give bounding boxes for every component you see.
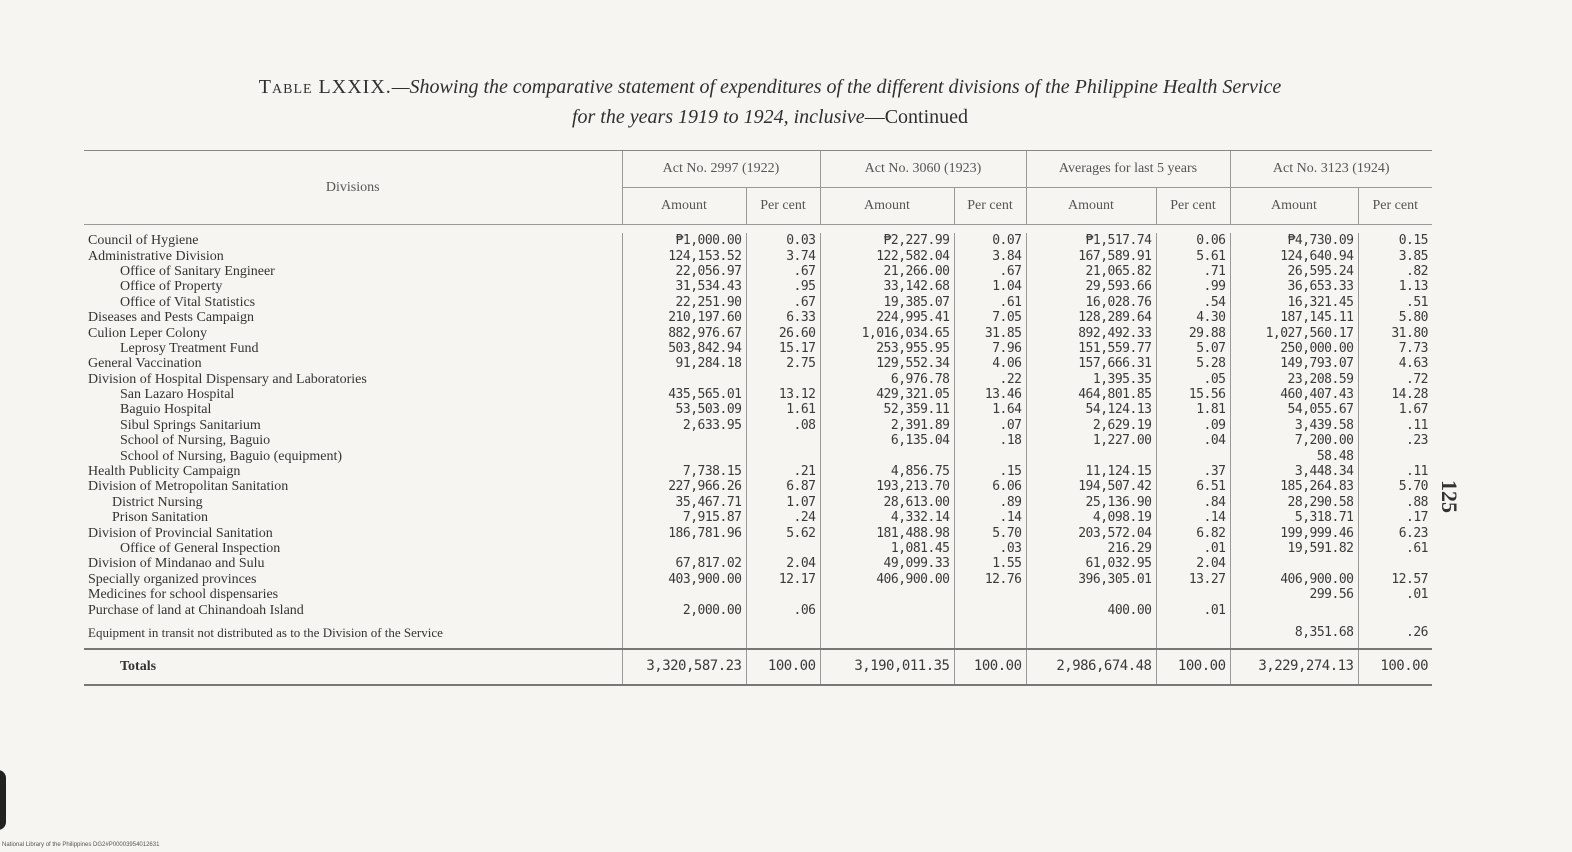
table-row <box>84 295 1432 310</box>
amount-cell: 2,391.89 <box>820 418 954 433</box>
table-row <box>84 248 1432 263</box>
amount-header: Amount <box>1026 188 1156 225</box>
percent-cell: 15.17 <box>746 341 820 356</box>
amount-cell: 91,284.18 <box>622 356 746 371</box>
amount-cell: 403,900.00 <box>622 572 746 587</box>
division-label: School of Nursing, Baguio (equipment) <box>120 448 343 464</box>
percent-cell: 13.27 <box>1156 572 1230 587</box>
percent-cell: .08 <box>746 418 820 433</box>
percent-cell: 100.00 <box>746 649 820 685</box>
amount-cell: 1,227.00 <box>1026 433 1156 448</box>
percent-cell: .01 <box>1156 541 1230 556</box>
amount-cell: 22,251.90 <box>622 295 746 310</box>
percent-cell <box>1156 587 1230 602</box>
percent-cell: .99 <box>1156 279 1230 294</box>
percent-cell: .11 <box>1358 418 1432 433</box>
division-label: Prison Sanitation <box>112 510 209 526</box>
percent-cell <box>746 372 820 387</box>
percent-header: Per cent <box>954 188 1026 225</box>
percent-cell: 1.64 <box>954 402 1026 417</box>
division-label: Leprosy Treatment Fund <box>120 340 259 356</box>
table-row <box>84 541 1432 556</box>
table-row <box>84 387 1432 402</box>
amount-cell: 435,565.01 <box>622 387 746 402</box>
amount-cell: 7,200.00 <box>1230 433 1358 448</box>
percent-cell: 2.75 <box>746 356 820 371</box>
division-label: Baguio Hospital <box>120 402 212 418</box>
amount-cell: 19,385.07 <box>820 295 954 310</box>
amount-cell: 19,591.82 <box>1230 541 1358 556</box>
amount-cell: 129,552.34 <box>820 356 954 371</box>
percent-cell: 0.03 <box>746 233 820 248</box>
amount-cell: 892,492.33 <box>1026 325 1156 340</box>
percent-cell: 4.30 <box>1156 310 1230 325</box>
amount-cell: 3,190,011.35 <box>820 649 954 685</box>
amount-cell <box>622 587 746 602</box>
table-row <box>84 556 1432 571</box>
percent-cell: .23 <box>1358 433 1432 448</box>
title-years: for the years 1919 to 1924, inclusive <box>571 106 865 128</box>
percent-cell <box>954 448 1026 463</box>
division-label: Diseases and Pests Campaign <box>88 310 255 326</box>
percent-cell: .05 <box>1156 372 1230 387</box>
amount-cell: 882,976.67 <box>622 325 746 340</box>
amount-cell: 35,467.71 <box>622 495 746 510</box>
percent-cell: 100.00 <box>1358 649 1432 685</box>
percent-cell: 0.15 <box>1358 233 1432 248</box>
amount-cell: 25,136.90 <box>1026 495 1156 510</box>
division-label: Administrative Division <box>88 248 224 264</box>
percent-cell: 6.33 <box>746 310 820 325</box>
percent-cell: 1.61 <box>746 402 820 417</box>
amount-cell: 7,738.15 <box>622 464 746 479</box>
amount-cell: 464,801.85 <box>1026 387 1156 402</box>
amount-cell: 4,098.19 <box>1026 510 1156 525</box>
percent-cell: 100.00 <box>954 649 1026 685</box>
scan-credit: National Library of the Philippines DG2#P00003954012631 <box>2 842 160 848</box>
amount-cell: 5,318.71 <box>1230 510 1358 525</box>
percent-cell: 1.13 <box>1358 279 1432 294</box>
amount-cell: 58.48 <box>1230 448 1358 463</box>
amount-cell: ₱2,227.99 <box>820 233 954 248</box>
table-row <box>84 479 1432 494</box>
amount-cell: 6,976.78 <box>820 372 954 387</box>
amount-cell: 23,208.59 <box>1230 372 1358 387</box>
percent-cell <box>1358 448 1432 463</box>
amount-cell: 210,197.60 <box>622 310 746 325</box>
percent-cell: 12.17 <box>746 572 820 587</box>
amount-cell: 4,856.75 <box>820 464 954 479</box>
table-row <box>84 433 1432 448</box>
table-row <box>84 448 1432 463</box>
amount-cell: 6,135.04 <box>820 433 954 448</box>
amount-cell <box>1230 602 1358 617</box>
division-label: Sibul Springs Sanitarium <box>120 417 261 433</box>
amount-cell: 187,145.11 <box>1230 310 1358 325</box>
page-edge-shadow <box>0 770 6 830</box>
division-label: Office of Vital Statistics <box>120 294 256 310</box>
table-row <box>84 525 1432 540</box>
amount-cell: 11,124.15 <box>1026 464 1156 479</box>
amount-cell: 52,359.11 <box>820 402 954 417</box>
amount-cell: 157,666.31 <box>1026 356 1156 371</box>
percent-cell: 5.28 <box>1156 356 1230 371</box>
table-body <box>84 225 1432 685</box>
percent-cell: 5.62 <box>746 525 820 540</box>
table-title <box>90 72 1450 132</box>
amount-cell: 203,572.04 <box>1026 525 1156 540</box>
percent-cell: 1.81 <box>1156 402 1230 417</box>
table-row <box>84 464 1432 479</box>
amount-cell: 151,559.77 <box>1026 341 1156 356</box>
division-label: Culion Leper Colony <box>88 325 207 341</box>
amount-cell: 227,966.26 <box>622 479 746 494</box>
percent-cell: .26 <box>1358 618 1432 649</box>
amount-cell: 149,793.07 <box>1230 356 1358 371</box>
amount-cell <box>820 587 954 602</box>
percent-cell: 6.23 <box>1358 525 1432 540</box>
percent-cell: 5.70 <box>1358 479 1432 494</box>
divisions-header: Divisions <box>84 151 622 225</box>
percent-cell: 1.04 <box>954 279 1026 294</box>
amount-cell: 181,488.98 <box>820 525 954 540</box>
percent-cell: 31.80 <box>1358 325 1432 340</box>
percent-cell <box>746 587 820 602</box>
amount-cell: 186,781.96 <box>622 525 746 540</box>
amount-cell: 216.29 <box>1026 541 1156 556</box>
percent-cell: 5.07 <box>1156 341 1230 356</box>
percent-cell: 2.04 <box>1156 556 1230 571</box>
percent-cell: .01 <box>1358 587 1432 602</box>
amount-cell: 253,955.95 <box>820 341 954 356</box>
percent-cell <box>954 618 1026 649</box>
percent-cell: .61 <box>954 295 1026 310</box>
table-row <box>84 602 1432 617</box>
table-row <box>84 495 1432 510</box>
percent-header: Per cent <box>1358 188 1432 225</box>
percent-cell: .72 <box>1358 372 1432 387</box>
amount-cell: 61,032.95 <box>1026 556 1156 571</box>
amount-cell: 199,999.46 <box>1230 525 1358 540</box>
percent-cell: 13.12 <box>746 387 820 402</box>
amount-cell: 396,305.01 <box>1026 572 1156 587</box>
amount-cell: 400.00 <box>1026 602 1156 617</box>
expenditure-table <box>84 150 1432 686</box>
percent-cell: .51 <box>1358 295 1432 310</box>
percent-cell: 0.07 <box>954 233 1026 248</box>
amount-cell: 31,534.43 <box>622 279 746 294</box>
table-row <box>84 325 1432 340</box>
percent-cell: .82 <box>1358 264 1432 279</box>
percent-cell <box>954 587 1026 602</box>
amount-cell <box>622 618 746 649</box>
amount-cell <box>820 602 954 617</box>
percent-cell: 4.63 <box>1358 356 1432 371</box>
percent-cell <box>746 448 820 463</box>
amount-cell: 124,640.94 <box>1230 248 1358 263</box>
percent-cell: 6.51 <box>1156 479 1230 494</box>
amount-cell: 54,055.67 <box>1230 402 1358 417</box>
percent-cell: .18 <box>954 433 1026 448</box>
division-label: Division of Metropolitan Sanitation <box>88 479 289 495</box>
percent-cell: 7.05 <box>954 310 1026 325</box>
amount-cell: 4,332.14 <box>820 510 954 525</box>
percent-cell: .84 <box>1156 495 1230 510</box>
division-label: District Nursing <box>112 494 203 510</box>
percent-cell: .15 <box>954 464 1026 479</box>
amount-cell: 1,081.45 <box>820 541 954 556</box>
title-continued: —Continued <box>864 106 969 128</box>
percent-cell: .14 <box>954 510 1026 525</box>
percent-cell: .22 <box>954 372 1026 387</box>
percent-cell: 2.04 <box>746 556 820 571</box>
title-description: —Showing the comparative statement of expenditures of the different divisions of the Philippine Health Service <box>391 76 1282 98</box>
group-header-1923: Act No. 3060 (1923) <box>820 151 1026 188</box>
amount-cell: 3,448.34 <box>1230 464 1358 479</box>
percent-cell: 1.55 <box>954 556 1026 571</box>
table-row <box>84 418 1432 433</box>
amount-header: Amount <box>622 188 746 225</box>
percent-cell: 3.74 <box>746 248 820 263</box>
percent-cell: 31.85 <box>954 325 1026 340</box>
percent-cell: .21 <box>746 464 820 479</box>
percent-cell: .17 <box>1358 510 1432 525</box>
amount-cell: 3,320,587.23 <box>622 649 746 685</box>
division-label: Purchase of land at Chinandoah Island <box>88 602 304 618</box>
amount-cell: 167,589.91 <box>1026 248 1156 263</box>
amount-cell: 460,407.43 <box>1230 387 1358 402</box>
group-header-1924: Act No. 3123 (1924) <box>1230 151 1432 188</box>
amount-cell <box>622 448 746 463</box>
percent-cell: .04 <box>1156 433 1230 448</box>
table-row <box>84 264 1432 279</box>
amount-cell: 28,613.00 <box>820 495 954 510</box>
percent-cell: 6.82 <box>1156 525 1230 540</box>
division-label: Division of Provincial Sanitation <box>88 525 273 541</box>
percent-cell <box>954 602 1026 617</box>
amount-cell: 2,000.00 <box>622 602 746 617</box>
percent-cell <box>746 433 820 448</box>
percent-cell <box>1358 556 1432 571</box>
amount-cell <box>820 448 954 463</box>
group-header-1922: Act No. 2997 (1922) <box>622 151 820 188</box>
amount-cell <box>1026 448 1156 463</box>
division-label: Specially organized provinces <box>88 571 257 587</box>
division-label: General Vaccination <box>88 356 202 372</box>
amount-cell: 33,142.68 <box>820 279 954 294</box>
percent-cell: .11 <box>1358 464 1432 479</box>
table-row <box>84 587 1432 602</box>
amount-cell: 2,633.95 <box>622 418 746 433</box>
percent-cell: 5.61 <box>1156 248 1230 263</box>
amount-cell: 1,016,034.65 <box>820 325 954 340</box>
percent-cell: 13.46 <box>954 387 1026 402</box>
amount-cell: 124,153.52 <box>622 248 746 263</box>
amount-cell: 29,593.66 <box>1026 279 1156 294</box>
amount-cell: 36,653.33 <box>1230 279 1358 294</box>
percent-cell: 6.06 <box>954 479 1026 494</box>
amount-cell: 193,213.70 <box>820 479 954 494</box>
amount-cell: 128,289.64 <box>1026 310 1156 325</box>
percent-cell: 6.87 <box>746 479 820 494</box>
percent-cell: 12.76 <box>954 572 1026 587</box>
table-row <box>84 618 1432 649</box>
amount-cell: 26,595.24 <box>1230 264 1358 279</box>
division-label: Office of Property <box>120 279 223 295</box>
amount-cell: 21,266.00 <box>820 264 954 279</box>
amount-cell: 16,321.45 <box>1230 295 1358 310</box>
percent-cell <box>1156 618 1230 649</box>
amount-cell <box>1026 587 1156 602</box>
percent-cell <box>746 541 820 556</box>
amount-cell <box>622 541 746 556</box>
amount-cell: 194,507.42 <box>1026 479 1156 494</box>
table-row <box>84 233 1432 248</box>
percent-header: Per cent <box>1156 188 1230 225</box>
percent-cell: 26.60 <box>746 325 820 340</box>
amount-cell: 1,395.35 <box>1026 372 1156 387</box>
division-label: Division of Mindanao and Sulu <box>88 556 265 572</box>
amount-cell <box>622 433 746 448</box>
percent-header: Per cent <box>746 188 820 225</box>
percent-cell: 12.57 <box>1358 572 1432 587</box>
amount-cell: 122,582.04 <box>820 248 954 263</box>
percent-cell: 4.06 <box>954 356 1026 371</box>
amount-cell: 8,351.68 <box>1230 618 1358 649</box>
amount-cell: 406,900.00 <box>1230 572 1358 587</box>
amount-cell: 429,321.05 <box>820 387 954 402</box>
totals-row <box>84 649 1432 685</box>
amount-cell: 250,000.00 <box>1230 341 1358 356</box>
table-row <box>84 341 1432 356</box>
amount-cell <box>622 372 746 387</box>
division-label: Equipment in transit not distributed as to the Division of the Service <box>88 624 443 640</box>
amount-cell: 49,099.33 <box>820 556 954 571</box>
amount-cell <box>1230 556 1358 571</box>
amount-cell: 406,900.00 <box>820 572 954 587</box>
division-label: Totals <box>84 649 622 685</box>
percent-cell: 1.07 <box>746 495 820 510</box>
spacer-row <box>84 225 1432 234</box>
percent-cell: 14.28 <box>1358 387 1432 402</box>
percent-cell <box>1358 602 1432 617</box>
table-row <box>84 372 1432 387</box>
percent-cell: 0.06 <box>1156 233 1230 248</box>
table-row <box>84 510 1432 525</box>
percent-cell <box>746 618 820 649</box>
percent-cell: .89 <box>954 495 1026 510</box>
percent-cell: .54 <box>1156 295 1230 310</box>
amount-cell: 3,229,274.13 <box>1230 649 1358 685</box>
amount-cell: 2,629.19 <box>1026 418 1156 433</box>
table-row <box>84 310 1432 325</box>
division-label: Health Publicity Campaign <box>88 464 241 480</box>
division-label: Medicines for school dispensaries <box>88 587 279 603</box>
table-row <box>84 402 1432 417</box>
percent-cell: .14 <box>1156 510 1230 525</box>
percent-cell: .67 <box>746 295 820 310</box>
amount-cell: 7,915.87 <box>622 510 746 525</box>
amount-cell: 185,264.83 <box>1230 479 1358 494</box>
percent-cell: .71 <box>1156 264 1230 279</box>
amount-header: Amount <box>820 188 954 225</box>
amount-cell: ₱4,730.09 <box>1230 233 1358 248</box>
amount-cell: 22,056.97 <box>622 264 746 279</box>
percent-cell: 7.96 <box>954 341 1026 356</box>
amount-cell: 28,290.58 <box>1230 495 1358 510</box>
amount-cell: 3,439.58 <box>1230 418 1358 433</box>
division-label: School of Nursing, Baguio <box>120 433 271 449</box>
percent-cell: .06 <box>746 602 820 617</box>
amount-cell: ₱1,517.74 <box>1026 233 1156 248</box>
page-number: 125 <box>1437 480 1462 513</box>
table-row <box>84 572 1432 587</box>
percent-cell: 3.85 <box>1358 248 1432 263</box>
percent-cell: 5.80 <box>1358 310 1432 325</box>
division-label: Council of Hygiene <box>88 233 199 249</box>
percent-cell: 29.88 <box>1156 325 1230 340</box>
percent-cell: 3.84 <box>954 248 1026 263</box>
percent-cell: 1.67 <box>1358 402 1432 417</box>
amount-cell: 67,817.02 <box>622 556 746 571</box>
percent-cell: .03 <box>954 541 1026 556</box>
percent-cell: .37 <box>1156 464 1230 479</box>
division-label: San Lazaro Hospital <box>120 387 235 403</box>
percent-cell: 7.73 <box>1358 341 1432 356</box>
table-number: Table LXXIX. <box>258 76 392 98</box>
percent-cell: .07 <box>954 418 1026 433</box>
percent-cell <box>1156 448 1230 463</box>
amount-cell: 224,995.41 <box>820 310 954 325</box>
percent-cell: .01 <box>1156 602 1230 617</box>
amount-cell: 503,842.94 <box>622 341 746 356</box>
division-label: Office of Sanitary Engineer <box>120 263 275 279</box>
table-row <box>84 279 1432 294</box>
amount-cell: 2,986,674.48 <box>1026 649 1156 685</box>
amount-cell <box>1026 618 1156 649</box>
group-header-averages: Averages for last 5 years <box>1026 151 1230 188</box>
percent-cell: .61 <box>1358 541 1432 556</box>
percent-cell: .67 <box>954 264 1026 279</box>
amount-cell: 21,065.82 <box>1026 264 1156 279</box>
table-row <box>84 356 1432 371</box>
percent-cell: 15.56 <box>1156 387 1230 402</box>
percent-cell: .09 <box>1156 418 1230 433</box>
amount-cell: 299.56 <box>1230 587 1358 602</box>
division-label: Office of General Inspection <box>120 541 281 556</box>
percent-cell: 5.70 <box>954 525 1026 540</box>
amount-cell: 1,027,560.17 <box>1230 325 1358 340</box>
amount-cell: 54,124.13 <box>1026 402 1156 417</box>
percent-cell: .95 <box>746 279 820 294</box>
amount-cell: 16,028.76 <box>1026 295 1156 310</box>
amount-cell: 53,503.09 <box>622 402 746 417</box>
percent-cell: .88 <box>1358 495 1432 510</box>
amount-cell: ₱1,000.00 <box>622 233 746 248</box>
division-label: Division of Hospital Dispensary and Laboratories <box>88 371 367 387</box>
percent-cell: .24 <box>746 510 820 525</box>
amount-header: Amount <box>1230 188 1358 225</box>
percent-cell: 100.00 <box>1156 649 1230 685</box>
percent-cell: .67 <box>746 264 820 279</box>
amount-cell <box>820 618 954 649</box>
